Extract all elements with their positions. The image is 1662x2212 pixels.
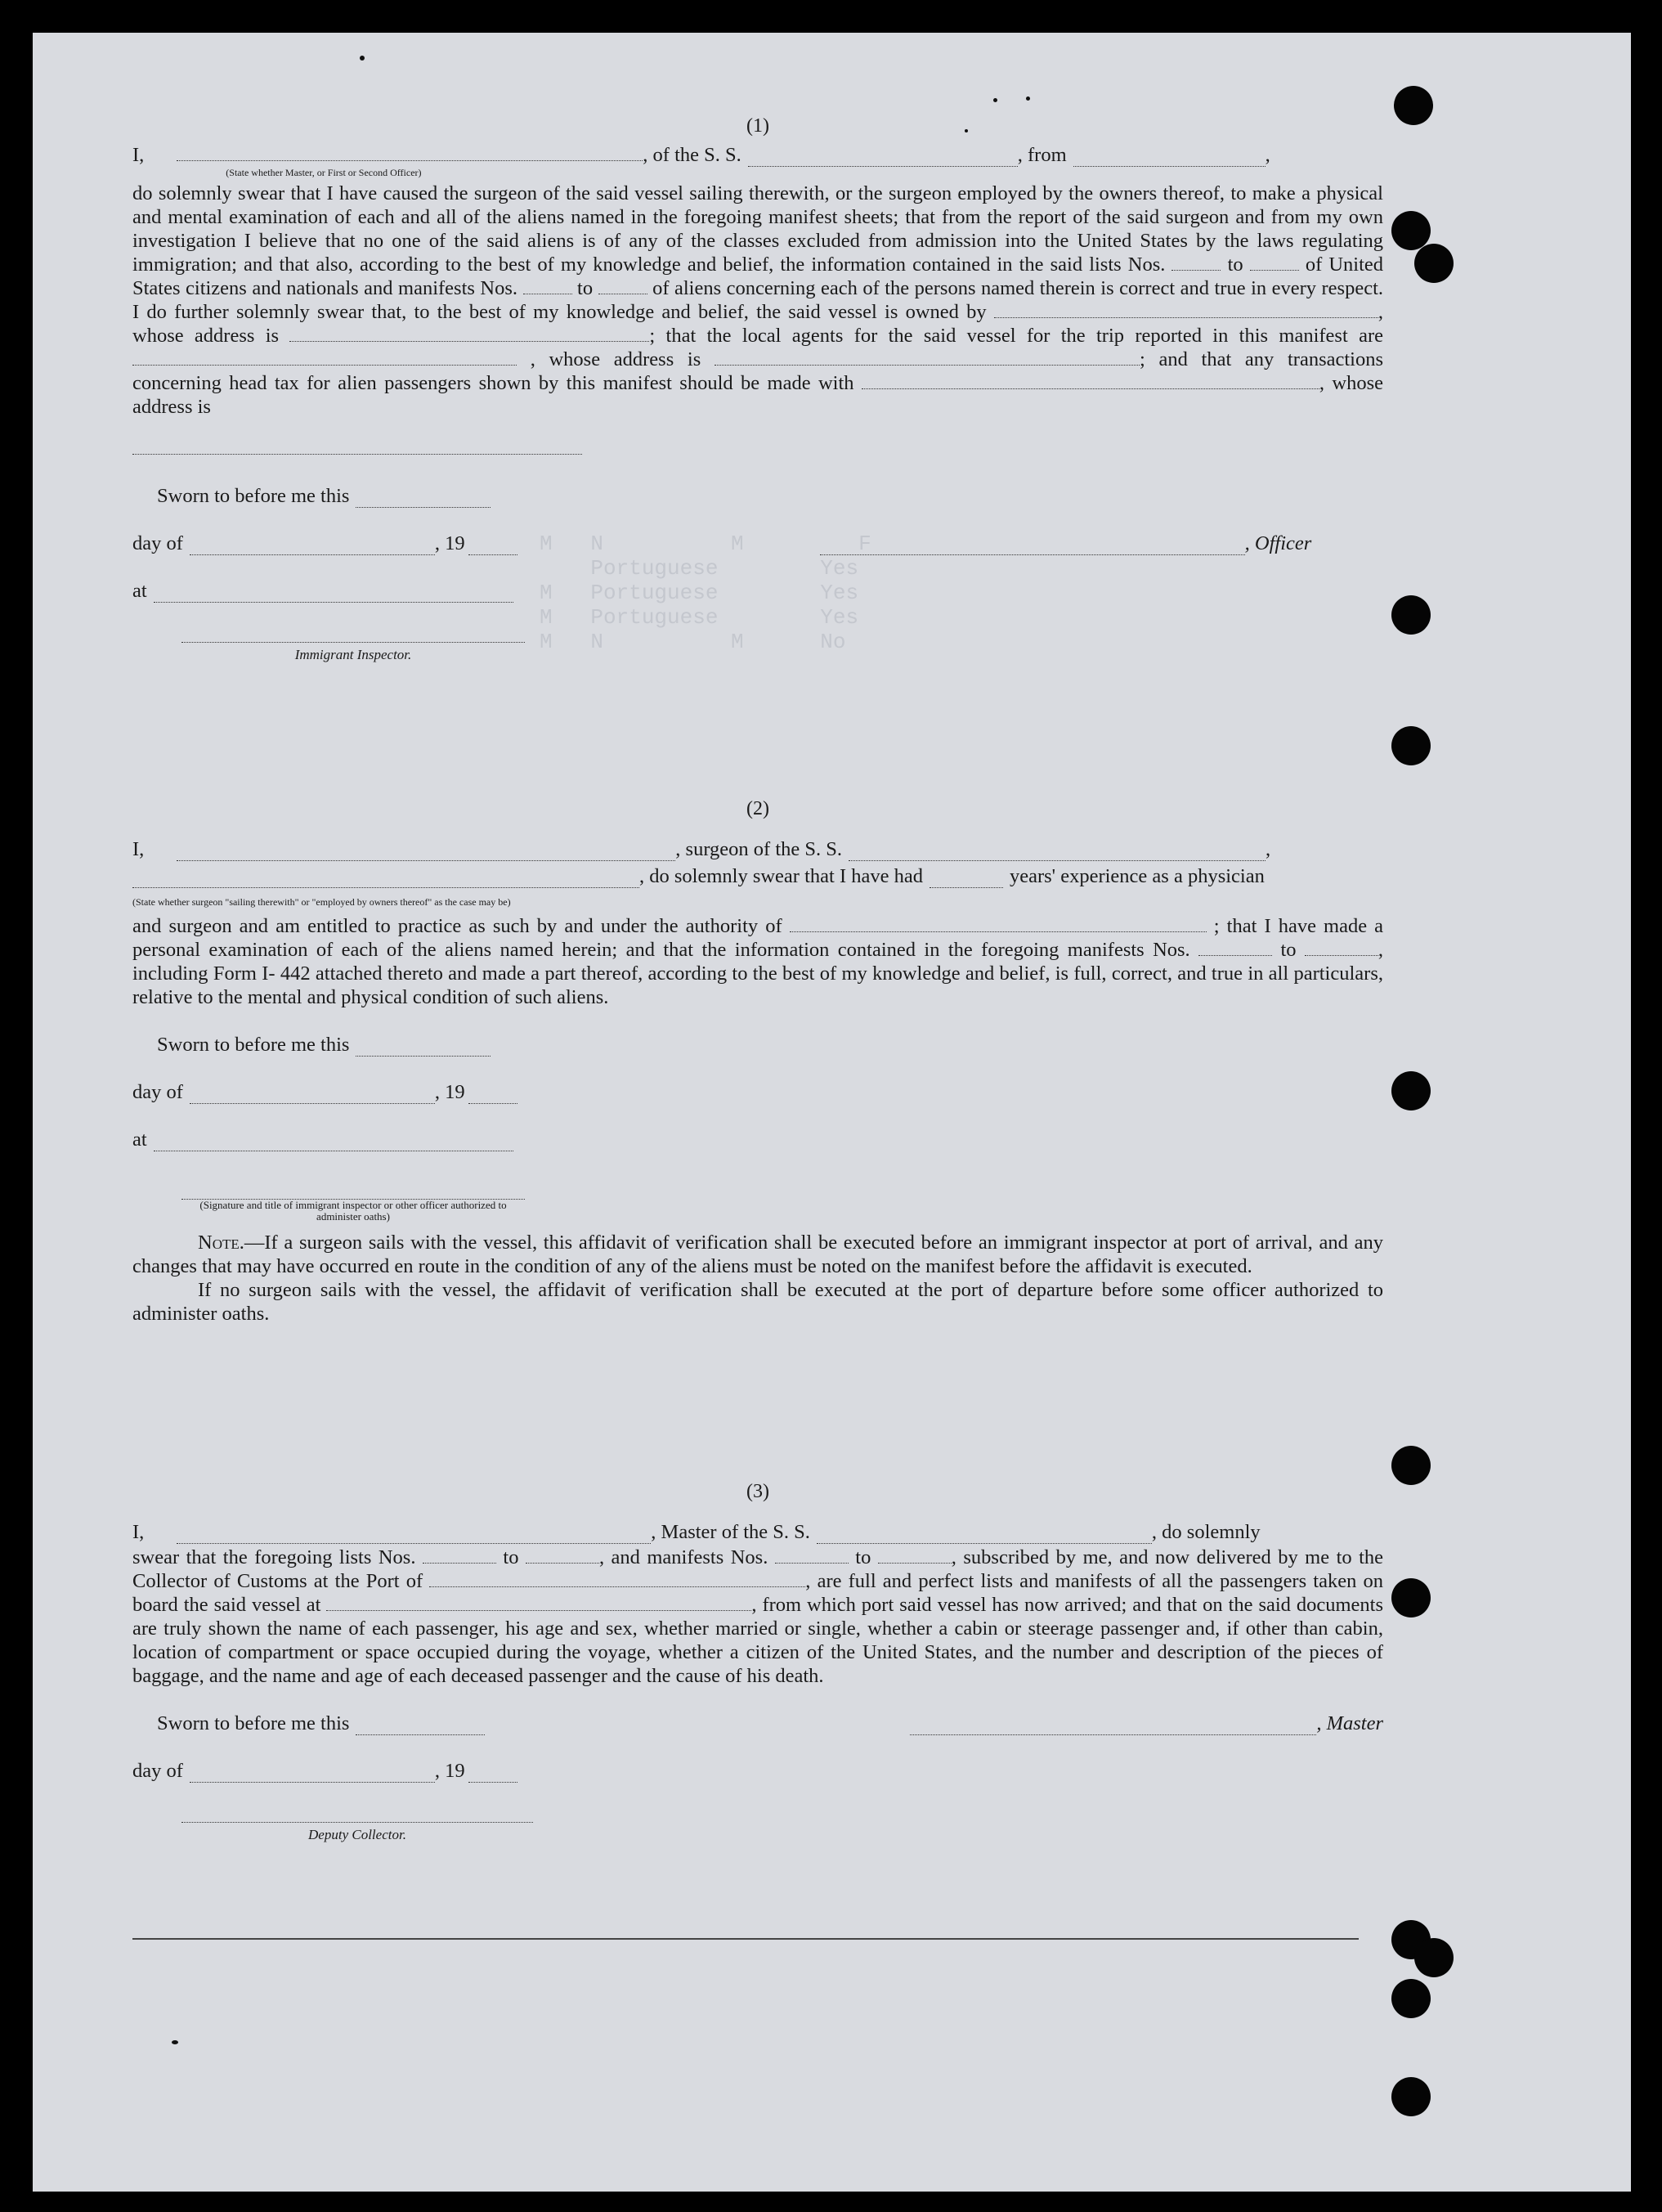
local-agents-field[interactable] — [132, 350, 517, 366]
solemnly-label: , do solemnly — [1151, 1521, 1261, 1543]
section-number: (1) — [746, 115, 769, 137]
sworn-label: Sworn to before me this — [157, 1034, 350, 1056]
note-paragraph — [132, 1231, 1383, 1278]
manifests-from-field[interactable] — [523, 279, 572, 294]
inspector-caption: Immigrant Inspector. — [294, 647, 412, 662]
master-name-field[interactable] — [177, 1528, 651, 1544]
years-field[interactable] — [930, 873, 1003, 888]
lists-from-field[interactable] — [423, 1548, 496, 1564]
ship-name-field[interactable] — [817, 1528, 1152, 1544]
at-row — [132, 1104, 1383, 1151]
inspector-signature — [181, 1184, 525, 1223]
binder-hole — [1391, 726, 1431, 765]
sworn-row — [157, 460, 1383, 508]
binder-hole — [1391, 1071, 1431, 1110]
officer-signature-line[interactable] — [820, 540, 1245, 555]
pronoun-label: I, — [132, 144, 145, 166]
body-text: ; that the local agents for the said vessel for the trip reported in this manifest are — [649, 325, 1384, 347]
deputy-signature-line[interactable] — [181, 1807, 533, 1823]
agents-address-field[interactable] — [715, 350, 1140, 366]
manifests-from-field[interactable] — [1198, 940, 1272, 956]
binder-hole — [1414, 1938, 1454, 1977]
surgeon-line: I, , surgeon of the S. S. , — [132, 838, 1271, 860]
year-field[interactable] — [468, 1088, 517, 1104]
binder-hole — [1391, 1446, 1431, 1485]
port-field[interactable] — [429, 1572, 805, 1587]
binder-hole — [1391, 595, 1431, 635]
body-text: , are full and perfect lists and manifests of all the passengers taken on board the said vessel at — [132, 1570, 1383, 1616]
body-text: , whose address is — [132, 301, 1383, 347]
body-text: ; that I have made a personal examination of each of the aliens named herein; and that the information contained in the foregoing manifests Nos. — [132, 915, 1384, 961]
section3-body — [132, 1546, 1383, 1688]
at-row — [132, 555, 1383, 603]
ink-speck — [1026, 96, 1030, 101]
body-text: , whose address is — [132, 372, 1383, 418]
surgeon-status-field[interactable] — [132, 873, 639, 888]
from-port-field[interactable] — [1073, 151, 1266, 167]
note-text: If no surgeon sails with the vessel, the affidavit of verification shall be executed at the port of departure before some officer authorized to administer oaths. — [132, 1279, 1383, 1325]
surgeon-experience-line — [132, 864, 1383, 908]
sworn-day-field[interactable] — [356, 1041, 491, 1057]
year-field[interactable] — [468, 540, 517, 555]
master-line: I, (State whether Master, or First or Second Officer) , of the S. S. , from , — [132, 143, 1383, 167]
binder-hole — [1394, 86, 1433, 125]
at-place-field[interactable] — [154, 1136, 513, 1151]
affidavit-section-1 — [132, 114, 1383, 666]
day-row — [132, 508, 1383, 555]
month-field[interactable] — [190, 1088, 435, 1104]
year-field[interactable] — [468, 1767, 517, 1783]
authority-field[interactable] — [790, 917, 1207, 932]
bottom-rule — [132, 1938, 1359, 1940]
note-paragraph-2 — [132, 1278, 1383, 1326]
owner-address-field[interactable] — [289, 326, 649, 342]
pronoun-label: I, — [132, 1521, 145, 1543]
note-text: —If a surgeon sails with the vessel, this affidavit of verification shall be executed before an immigrant inspector at port of arrival, and any changes that may have occurred en route in the condition of any of the aliens must be noted on the manifest before the affidavit is executed. — [132, 1232, 1383, 1277]
surgeon-label: , surgeon of the S. S. — [675, 838, 843, 860]
to-label: to — [503, 1546, 519, 1568]
owner-field[interactable] — [994, 303, 1378, 318]
master-label: , Master of the S. S. — [651, 1521, 810, 1543]
ink-speck — [172, 2040, 178, 2044]
inspector-signature-line[interactable] — [181, 627, 525, 643]
day-row — [132, 1735, 1383, 1783]
body-text: ; and that any transactions concerning head tax for alien passengers shown by this manifest should be made with — [132, 348, 1384, 394]
surgeon-name-field[interactable] — [177, 846, 675, 861]
inspector-signature — [181, 627, 525, 666]
manifests-to-field[interactable] — [1305, 940, 1378, 956]
day-row — [132, 1057, 1383, 1104]
head-tax-contact-field[interactable] — [862, 374, 1319, 389]
master-caption: (State whether Master, or First or Second Officer) — [226, 167, 422, 178]
from-label: , from — [1017, 144, 1067, 166]
sworn-day-field[interactable] — [356, 492, 491, 508]
body-text: do solemnly swear that I have caused the surgeon of the said vessel sailing therewith, or the surgeon employed by the owners thereof, to make a physical and mental examination of each and all of the aliens named in the foregoing manifest sheets; that from the report of the said surgeon and from my own investigation I believe that no one of the said aliens is of any of the classes excluded from admission into the United States by the laws regulating immigration; and that also, according to the best of my knowledge and belief, the information contained in the said lists Nos. — [132, 182, 1383, 276]
inspector-signature-line[interactable] — [181, 1184, 525, 1200]
day-of-label: day of — [132, 1760, 183, 1782]
deputy-caption: Deputy Collector. — [308, 1827, 406, 1842]
pronoun-label: I, — [132, 838, 145, 860]
signature-caption: (Signature and title of immigrant inspector or other officer authorized to administer oaths) — [199, 1199, 507, 1223]
surgeon-caption: (State whether surgeon "sailing therewith" or "employed by owners thereof" as the case may be) — [132, 896, 511, 908]
master-signature-label: , Master — [1316, 1712, 1383, 1734]
section2-body — [132, 914, 1383, 1009]
section-number: (2) — [746, 798, 769, 819]
body-text: , whose address is — [530, 348, 701, 370]
month-field[interactable] — [190, 540, 435, 555]
bleed-through-texture: M N M F Portuguese Yes M Portuguese Yes M Portuguese Yes M N M No — [540, 532, 871, 654]
ink-speck — [993, 98, 997, 102]
sworn-row — [157, 1009, 1383, 1057]
at-label: at — [132, 1128, 147, 1151]
binder-hole — [1391, 1578, 1431, 1617]
ship-label: , of the S. S. — [643, 144, 741, 166]
ink-speck — [965, 129, 968, 132]
surgeon-ship-field[interactable] — [849, 846, 1266, 861]
day-of-label: day of — [132, 1081, 183, 1103]
binder-hole — [1414, 244, 1454, 283]
body-text: of United States citizens and nationals and manifests Nos. — [132, 254, 1384, 299]
departure-port-field[interactable] — [326, 1595, 751, 1611]
year-label: , 19 — [434, 532, 465, 554]
lists-to-field[interactable] — [526, 1548, 599, 1564]
year-label: , 19 — [434, 1081, 465, 1103]
section-number: (3) — [746, 1481, 769, 1502]
affidavit-section-2 — [132, 797, 1383, 1326]
note-label: Note. — [198, 1232, 244, 1254]
master-name-field[interactable] — [177, 143, 643, 178]
binder-hole — [1391, 2077, 1431, 2116]
body-text: swear that the foregoing lists Nos. — [132, 1546, 416, 1568]
to-label: to — [577, 277, 594, 299]
officer-label: , Officer — [1244, 532, 1312, 554]
master-line — [132, 1520, 1383, 1544]
affidavit-section-3 — [132, 1480, 1383, 1846]
lists-to-field[interactable] — [1250, 255, 1299, 271]
manifests-from-field[interactable] — [775, 1548, 849, 1564]
month-field[interactable] — [190, 1767, 435, 1783]
to-label: to — [1227, 254, 1243, 276]
body-text: , and manifests Nos. — [598, 1546, 768, 1568]
at-label: at — [132, 580, 147, 602]
ship-name-field[interactable] — [748, 151, 1018, 167]
head-tax-address-field[interactable] — [132, 439, 582, 455]
body-text: , from which port said vessel has now arrived; and that on the said documents are truly shown the name of each passenger, his age and sex, whether married or single, whether a cabin or steerage passenger and, if other than cabin, location of compartment or space occupied during the voyage, whether a citizen of the United States, and the number and description of the pieces of baggage, and the name and age of each deceased passenger and the cause of his death. — [132, 1594, 1383, 1687]
body-text: , including Form I- 442 attached thereto and made a part thereof, according to the best of my knowledge and belief, is full, correct, and true in all particulars, relative to the mental and physical condition of such aliens. — [132, 939, 1384, 1008]
day-of-label: day of — [132, 532, 183, 554]
sworn-label: Sworn to before me this — [157, 485, 350, 507]
section1-body — [132, 182, 1383, 419]
years-label: years' experience as a physician — [1009, 865, 1265, 887]
at-place-field[interactable] — [154, 587, 513, 603]
to-label: to — [855, 1546, 871, 1568]
master-signature-line[interactable] — [910, 1720, 1316, 1735]
deputy-signature — [181, 1807, 533, 1846]
ink-speck — [360, 56, 365, 61]
sworn-label: Sworn to before me this — [157, 1712, 350, 1734]
body-text: and surgeon and am entitled to practice as such by and under the authority of — [132, 915, 782, 937]
year-label: , 19 — [434, 1760, 465, 1782]
to-label: to — [1280, 939, 1297, 961]
sworn-day-field[interactable] — [356, 1720, 485, 1735]
body-text: , subscribed by me, and now delivered by me to the Collector of Customs at the Port of — [132, 1546, 1384, 1592]
document-page — [33, 33, 1631, 2192]
body-text: of aliens concerning each of the persons named therein is correct and true in every respect. I do further solemnly swear that, to the best of my knowledge and belief, the said vessel is owned by — [132, 277, 1384, 323]
lists-from-field[interactable] — [1171, 255, 1221, 271]
manifests-to-field[interactable] — [878, 1548, 952, 1564]
manifests-to-field[interactable] — [598, 279, 647, 294]
sworn-row — [157, 1688, 1383, 1735]
swear-label: , do solemnly swear that I have had — [639, 865, 923, 887]
binder-hole — [1391, 1979, 1431, 2018]
binder-hole — [1391, 211, 1431, 250]
